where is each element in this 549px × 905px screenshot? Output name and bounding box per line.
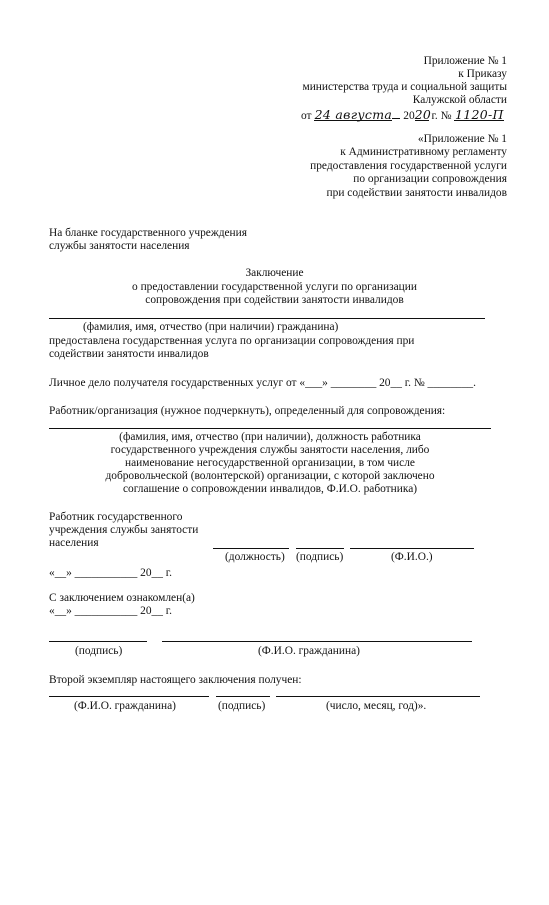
position-caption: (должность) xyxy=(225,551,285,563)
second-copy-signature-caption: (подпись) xyxy=(218,700,266,712)
acquainted-signature-line xyxy=(49,641,147,642)
appendix2-line3: предоставления государственной услуги xyxy=(310,160,507,172)
order-year-handwritten: 20 xyxy=(414,107,432,122)
worker-caption-line1: (фамилия, имя, отчество (при наличии), должность работника xyxy=(119,431,421,443)
acquainted-fio-line xyxy=(162,641,472,642)
service-provided-line2: содействии занятости инвалидов xyxy=(49,348,209,360)
service-provided-line1: предоставлена государственная услуга по организации сопровождения при xyxy=(49,335,415,347)
second-copy-fio-line xyxy=(49,696,209,697)
appendix2-line5: при содействии занятости инвалидов xyxy=(326,187,507,199)
second-copy-heading: Второй экземпляр настоящего заключения получен: xyxy=(49,674,302,686)
worker-caption-line4: добровольческой (волонтерской) организации, с которой заключено xyxy=(105,470,435,482)
acquainted-signature-caption: (подпись) xyxy=(75,645,123,657)
employee-label-line1: Работник государственного xyxy=(49,511,183,523)
appendix2-line2: к Административному регламенту xyxy=(340,146,507,158)
letterhead-line2: службы занятости населения xyxy=(49,240,190,252)
employee-date: «__» ___________ 20__ г. xyxy=(49,567,172,579)
fio-line xyxy=(350,548,474,549)
appendix1-line1: Приложение № 1 xyxy=(423,55,507,67)
fio-caption: (Ф.И.О.) xyxy=(391,551,433,563)
order-number-prefix: г. № xyxy=(431,110,452,122)
appendix1-line2: к Приказу xyxy=(458,68,507,80)
document-title: Заключение xyxy=(245,267,304,279)
worker-caption-line2: государственного учреждения службы занятости населения, либо xyxy=(110,444,430,456)
citizen-name-line xyxy=(49,318,485,319)
appendix2-line1: «Приложение № 1 xyxy=(417,133,507,145)
appendix1-line3: министерства труда и социальной защиты xyxy=(302,81,507,93)
appendix1-line4: Калужской области xyxy=(412,94,507,106)
appendix1-order-date xyxy=(301,106,504,123)
citizen-name-caption: (фамилия, имя, отчество (при наличии) гражданина) xyxy=(83,321,339,333)
worker-caption-line5: соглашение о сопровождении инвалидов, Ф.И.О. работника) xyxy=(122,483,418,495)
worker-caption-line3: наименование негосударственной организации, в том числе xyxy=(125,457,415,469)
position-line xyxy=(213,548,289,549)
worker-heading: Работник/организация (нужное подчеркнуть), определенный для сопровождения: xyxy=(49,405,446,417)
signature-caption: (подпись) xyxy=(296,551,344,563)
second-copy-signature-line xyxy=(216,696,270,697)
second-copy-date-caption: (число, месяц, год)». xyxy=(326,700,427,712)
worker-name-line xyxy=(49,428,491,429)
case-file-line: Личное дело получателя государственных услуг от «___» ________ 20__ г. № ________. xyxy=(49,377,476,389)
order-number-handwritten: 1120-П xyxy=(454,107,504,122)
acquainted-label: С заключением ознакомлен(а) xyxy=(49,592,195,604)
appendix2-line4: по организации сопровождения xyxy=(353,173,507,185)
signature-line xyxy=(296,548,344,549)
employee-label-line3: населения xyxy=(49,537,99,549)
order-year-prefix: 20 xyxy=(403,110,415,122)
document-subtitle-line1: о предоставлении государственной услуги по организации xyxy=(132,281,417,293)
order-date-handwritten: 24 августа xyxy=(314,107,393,122)
document-subtitle-line2: сопровождения при содействии занятости инвалидов xyxy=(145,294,404,306)
letterhead-line1: На бланке государственного учреждения xyxy=(49,227,247,239)
second-copy-date-line xyxy=(276,696,480,697)
order-date-prefix: от xyxy=(301,110,312,122)
employee-label-line2: учреждения службы занятости xyxy=(49,524,199,536)
acquainted-fio-caption: (Ф.И.О. гражданина) xyxy=(258,645,360,657)
second-copy-fio-caption: (Ф.И.О. гражданина) xyxy=(74,700,176,712)
acquainted-date: «__» ___________ 20__ г. xyxy=(49,605,172,617)
